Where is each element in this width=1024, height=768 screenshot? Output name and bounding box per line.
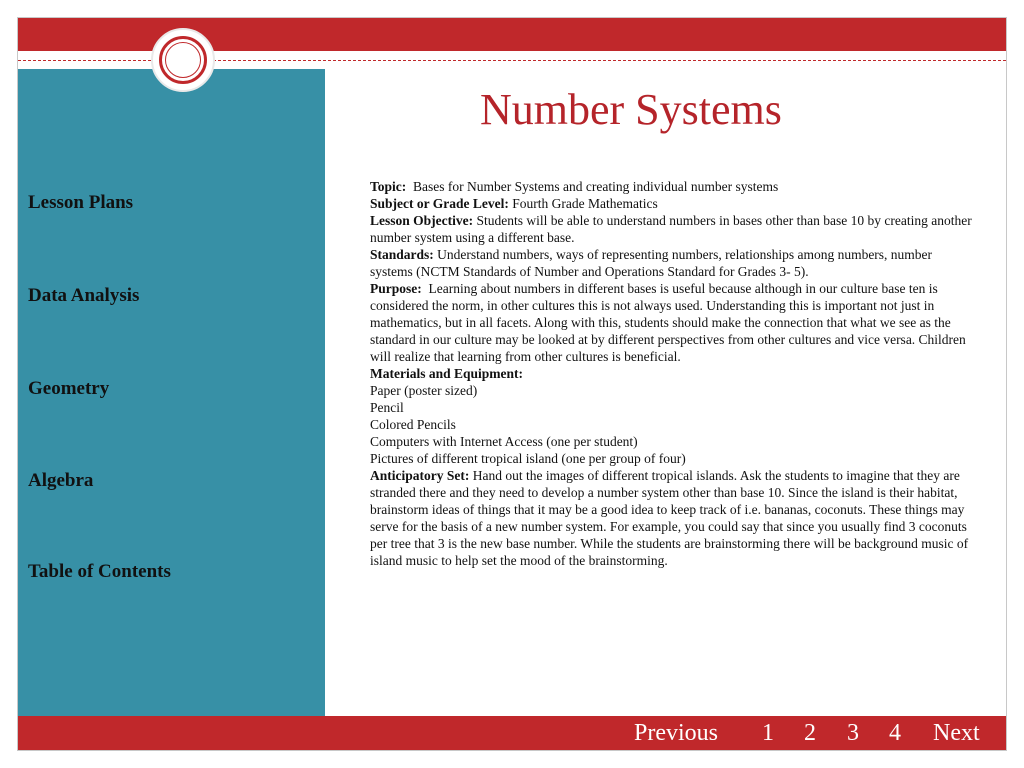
standards-value: Understand numbers, ways of representing numbers, relationships among numbers, number systems (NCTM Standards of Number and Operations Standard for Grades 3- 5).	[370, 247, 933, 279]
standards-label: Standards:	[370, 247, 434, 262]
anticipatory-line	[370, 467, 972, 569]
material-item: Pictures of different tropical island (one per group of four)	[370, 451, 686, 466]
page-link-3[interactable]: 3	[847, 720, 859, 746]
objective-label: Lesson Objective:	[370, 213, 474, 228]
purpose-value: Learning about numbers in different bases is useful because although in our culture base ten is considered the norm, in other cultures this is not always used. Understanding this is important not just in mathematics, but in all facets. Along with this, students should make the connection that what we see as the standard in our culture may be looked at by different perspectives from other cultures and vice versa. Children will realize that learning from other cultures is beneficial.	[370, 281, 966, 364]
nav-lesson-plans[interactable]: Lesson Plans	[28, 192, 134, 213]
page-link-4[interactable]: 4	[889, 720, 901, 746]
objective-value: Students will be able to understand numbers in bases other than base 10 by creating another number system using a different base.	[370, 213, 972, 245]
anticipatory-value: Hand out the images of different tropical islands. Ask the students to imagine that they are stranded there and they need to develop a number system other than base 10. Since the island is their habitat, brainstorm ideas of things that it may be a good idea to keep track of i.e. bananas, coconuts. These things may serve for the basis of a new number system. For example, you could say that since you usually find 3 coconuts per tree that 3 is the new base number. While the students are brainstorming there will be background music of island music to help set the mood of the brainstorming.	[370, 468, 969, 568]
nav-data-analysis[interactable]: Data Analysis	[28, 285, 140, 306]
page-link-1[interactable]: 1	[762, 720, 774, 746]
materials-heading	[370, 365, 972, 382]
materials-label: Materials and Equipment:	[370, 366, 524, 381]
material-item: Paper (poster sized)	[370, 383, 478, 398]
purpose-label: Purpose:	[370, 281, 422, 296]
material-item: Computers with Internet Access (one per student)	[370, 434, 638, 449]
grade-label: Subject or Grade Level:	[370, 196, 509, 211]
material-item: Colored Pencils	[370, 417, 456, 432]
purpose-line	[370, 280, 972, 365]
page-title: Number Systems	[480, 85, 782, 134]
grade-value: Fourth Grade Mathematics	[512, 196, 658, 211]
lesson-content	[370, 178, 972, 569]
sidebar	[18, 69, 325, 716]
topic-line	[370, 178, 972, 195]
slide	[17, 17, 1007, 751]
standards-line	[370, 246, 972, 280]
previous-link[interactable]: Previous	[634, 720, 718, 746]
material-item: Pencil	[370, 400, 404, 415]
circle-logo-icon	[151, 28, 215, 92]
topic-value: Bases for Number Systems and creating individual number systems	[413, 179, 779, 194]
grade-line	[370, 195, 972, 212]
topic-label: Topic:	[370, 179, 407, 194]
nav-geometry[interactable]: Geometry	[28, 378, 110, 399]
nav-table-of-contents[interactable]: Table of Contents	[28, 561, 171, 582]
anticipatory-label: Anticipatory Set:	[370, 468, 470, 483]
logo-inner-ring	[165, 42, 201, 78]
objective-line	[370, 212, 972, 246]
nav-algebra[interactable]: Algebra	[28, 470, 94, 491]
bottom-navigation-bar	[18, 716, 1006, 751]
page-link-2[interactable]: 2	[804, 720, 816, 746]
next-link[interactable]: Next	[933, 720, 980, 746]
